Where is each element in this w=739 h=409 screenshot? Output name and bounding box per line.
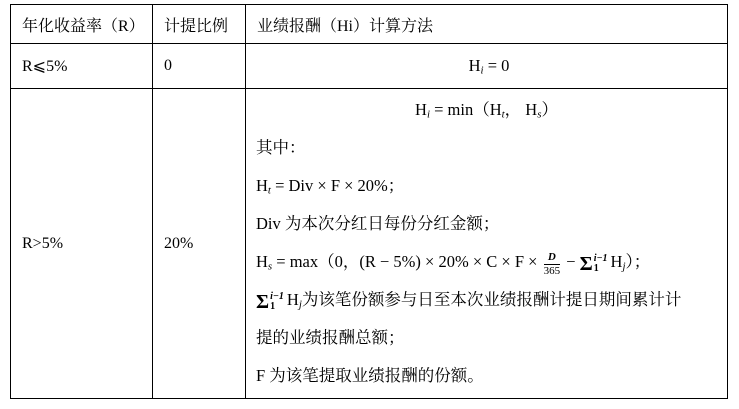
cell-formula-high <box>246 89 728 399</box>
summation-symbol: Σ i−1 1 <box>579 252 608 275</box>
performance-fee-table <box>10 4 728 399</box>
formula-line-where: 其中： <box>256 138 306 157</box>
fraction: $\frac{D}{365}$ <box>543 251 561 277</box>
formula-line-sum-note-1: Σ i−1 1 $H_j$为该笔份额参与日至本次业绩报酬计提日期间累计计 <box>256 290 682 313</box>
cell-rate-high: R>5% <box>11 89 153 399</box>
cell-ratio-low: 0 <box>153 44 246 89</box>
formula-line-sum-note-2: 提的业绩报酬总额； <box>256 328 405 347</box>
formula-line-hi-min: $H_i = \min(H_t$， $H_s$） <box>415 100 558 121</box>
formula-line-div-note: Div 为本次分红日每份分红金额； <box>256 214 500 233</box>
cell-rate-low: R⩽5% <box>11 44 153 89</box>
table-header-row <box>11 5 728 44</box>
formula-line-hs: $H_s = \max(0$，(R − 5%) × 20% × C × F × $\frac{D}{365}$ − Σ i−1 1 $H_j$）； <box>256 251 651 277</box>
formula-line-ht: $H_t$ = Div × F × 20%； <box>256 176 405 197</box>
header-annualized-return: 年化收益率（R） <box>11 5 153 44</box>
formula-line-f-note: F 为该笔提取业绩报酬的份额。 <box>256 366 484 385</box>
cell-ratio-high: 20% <box>153 89 246 399</box>
header-calculation-method: 业绩报酬（Hi）计算方法 <box>246 5 728 44</box>
header-accrual-ratio: 计提比例 <box>153 5 246 44</box>
table-row-low-rate <box>11 44 728 89</box>
cell-formula-low: $H_i = 0$ <box>246 44 728 89</box>
summation-symbol: Σ i−1 1 <box>256 290 284 313</box>
table-row-high-rate <box>11 89 728 399</box>
